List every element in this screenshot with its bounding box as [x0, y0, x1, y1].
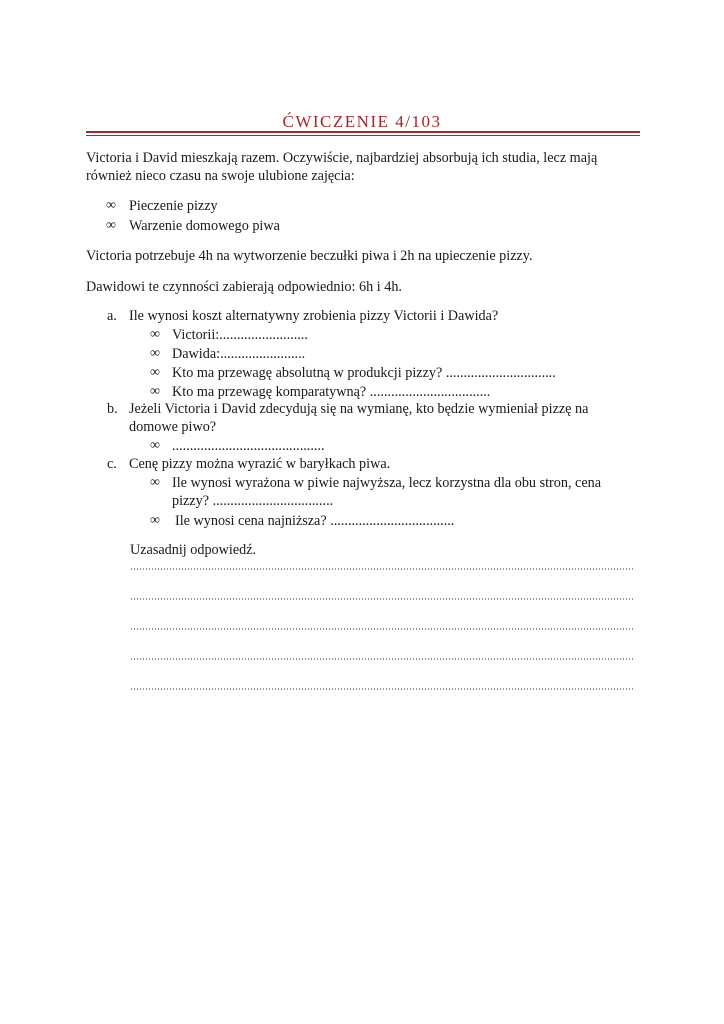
infinity-bullet-icon: ∞: [150, 365, 160, 380]
intro-line-2: również nieco czasu na swoje ulubione zajęcia:: [86, 168, 355, 184]
title-underline-thin: [86, 135, 640, 136]
infinity-bullet-icon: ∞: [150, 475, 160, 490]
question-a-item-2: Dawida:........................: [172, 346, 306, 362]
answer-line-2[interactable]: [130, 598, 633, 600]
activity-item-1: Pieczenie pizzy: [129, 198, 218, 214]
infinity-bullet-icon: ∞: [150, 346, 160, 361]
question-c-item-1-line-1: Ile wynosi wyrażona w piwie najwyższa, lecz korzystna dla obu stron, cena: [172, 475, 602, 491]
infinity-bullet-icon: ∞: [106, 218, 116, 233]
question-b-line-2: domowe piwo?: [129, 419, 217, 435]
infinity-bullet-icon: ∞: [150, 327, 160, 342]
question-a-item-4: Kto ma przewagę komparatywną? ..................................: [172, 384, 491, 400]
page-title: ĆWICZENIE 4/103: [282, 112, 442, 131]
intro-line-1: Victoria i David mieszkają razem. Oczywiście, najbardziej absorbują ich studia, lecz mają: [86, 150, 598, 166]
infinity-bullet-icon: ∞: [150, 513, 160, 528]
question-b-marker: b.: [107, 401, 118, 417]
infinity-bullet-icon: ∞: [106, 198, 116, 213]
dawid-paragraph: Dawidowi te czynności zabierają odpowiednio: 6h i 4h.: [86, 279, 402, 295]
question-a-marker: a.: [107, 308, 117, 324]
victoria-paragraph: Victoria potrzebuje 4h na wytworzenie beczułki piwa i 2h na upieczenie pizzy.: [86, 248, 533, 264]
justify-label: Uzasadnij odpowiedź.: [130, 542, 257, 558]
answer-line-4[interactable]: [130, 658, 633, 660]
answer-line-5[interactable]: [130, 688, 633, 690]
question-b-answer-blank: ...........................................: [172, 438, 325, 454]
question-c-text: Cenę pizzy można wyrazić w baryłkach piwa.: [129, 456, 391, 472]
question-b-line-1: Jeżeli Victoria i David zdecydują się na wymianę, kto będzie wymieniał pizzę na: [129, 401, 589, 417]
question-c-item-1-line-2: pizzy? ..................................: [172, 493, 334, 509]
infinity-bullet-icon: ∞: [150, 438, 160, 453]
answer-line-3[interactable]: [130, 628, 633, 630]
question-a-item-1: Victorii:.........................: [172, 327, 308, 343]
question-a-item-3: Kto ma przewagę absolutną w produkcji pizzy? ...............................: [172, 365, 556, 381]
question-c-marker: c.: [107, 456, 117, 472]
answer-line-1[interactable]: [130, 568, 633, 570]
title-underline: [86, 131, 640, 133]
infinity-bullet-icon: ∞: [150, 384, 160, 399]
question-c-item-2: Ile wynosi cena najniższa? ...................................: [175, 513, 455, 529]
question-a-text: Ile wynosi koszt alternatywny zrobienia pizzy Victorii i Dawida?: [129, 308, 499, 324]
activity-item-2: Warzenie domowego piwa: [129, 218, 280, 234]
